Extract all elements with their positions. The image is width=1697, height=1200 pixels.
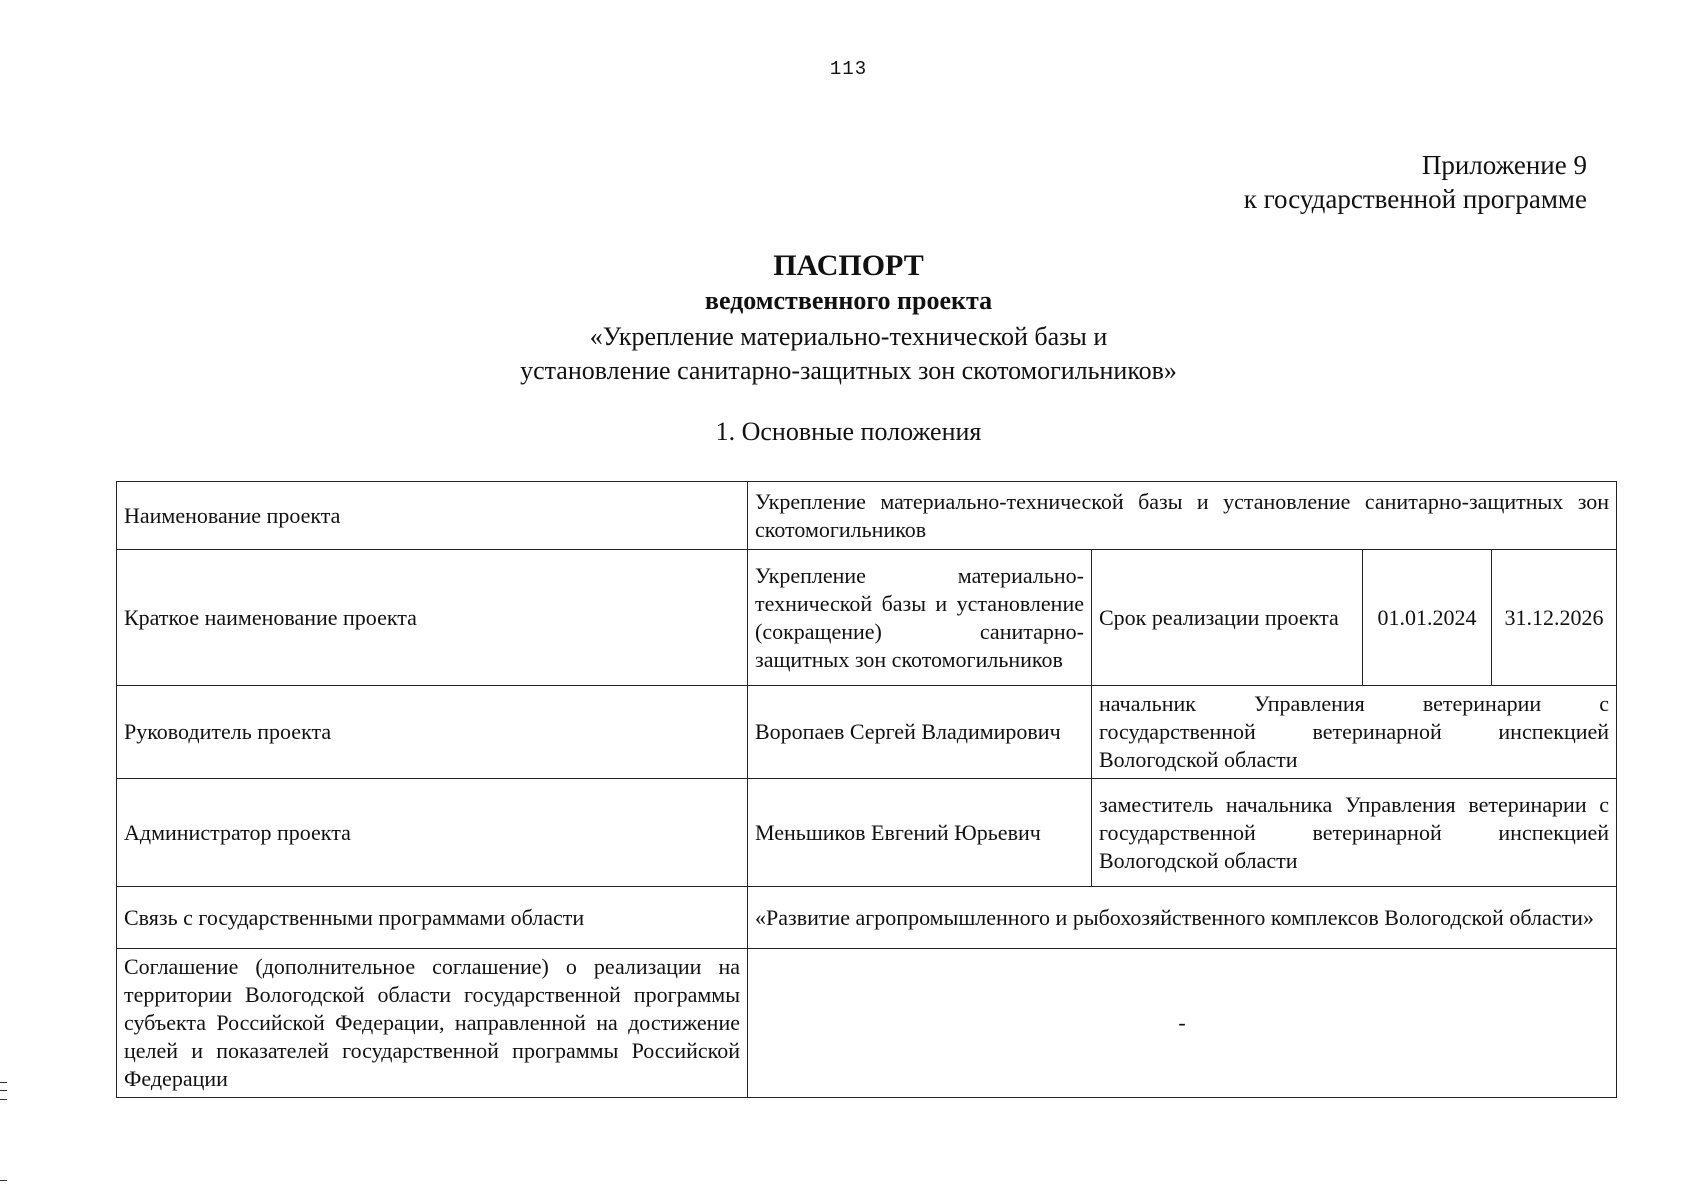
table-row-programs-link (117, 887, 1617, 949)
table-row-agreement (117, 949, 1617, 1098)
programs-link-label: Связь с государственными программами области (117, 887, 748, 949)
leader-name: Воропаев Сергей Владимирович (748, 686, 1092, 779)
start-date: 01.01.2024 (1363, 550, 1492, 686)
table-row-leader (117, 686, 1617, 779)
passport-table (116, 481, 1617, 1098)
appendix-line-2: к государственной программе (1243, 184, 1587, 214)
appendix-header (1244, 148, 1587, 216)
page-number: 113 (829, 58, 868, 80)
agreement-label: Соглашение (дополнительное соглашение) о реализации на территории Вологодской области государственной программы субъекта Российской Федерации, направленной на достижение целей и показателей государственной программы Российской Федерации (117, 949, 748, 1098)
scan-artifact-line (0, 1180, 7, 1181)
scan-artifact-mark (0, 1082, 7, 1100)
programs-link-value: «Развитие агропромышленного и рыбохозяйственного комплексов Вологодской области» (748, 887, 1617, 949)
short-name-label: Краткое наименование проекта (117, 550, 748, 686)
leader-label: Руководитель проекта (117, 686, 748, 779)
administrator-position: заместитель начальника Управления ветеринарии с государственной ветеринарной инспекцией Вологодской области (1092, 779, 1617, 887)
administrator-label: Администратор проекта (117, 779, 748, 887)
administrator-name: Меньшиков Евгений Юрьевич (748, 779, 1092, 887)
term-label: Срок реализации проекта (1092, 550, 1363, 686)
section-heading: 1. Основные положения (715, 417, 982, 446)
document-title-block (0, 248, 1697, 388)
end-date: 31.12.2026 (1492, 550, 1617, 686)
agreement-value: - (748, 949, 1617, 1098)
project-name-value: Укрепление материально-технической базы и установление санитарно-защитных зон скотомогильников (748, 482, 1617, 550)
document-title: ПАСПОРТ (773, 249, 924, 282)
table-row-short-name (117, 550, 1617, 686)
leader-position: начальник Управления ветеринарии с государственной ветеринарной инспекцией Вологодской области (1092, 686, 1617, 779)
table-row-project-name (117, 482, 1617, 550)
appendix-line-1: Приложение 9 (1421, 150, 1587, 180)
short-name-value: Укрепление материально-технической базы и установление (сокращение) санитарно-защитных зон скотомогильников (748, 550, 1092, 686)
project-name-label: Наименование проекта (117, 482, 748, 550)
document-subtitle: ведомственного проекта (704, 286, 993, 315)
table-row-administrator (117, 779, 1617, 887)
project-title-line-2: установление санитарно-защитных зон скотомогильников» (520, 356, 1177, 385)
project-title-line-1: «Укрепление материально-технической базы и (589, 322, 1108, 351)
